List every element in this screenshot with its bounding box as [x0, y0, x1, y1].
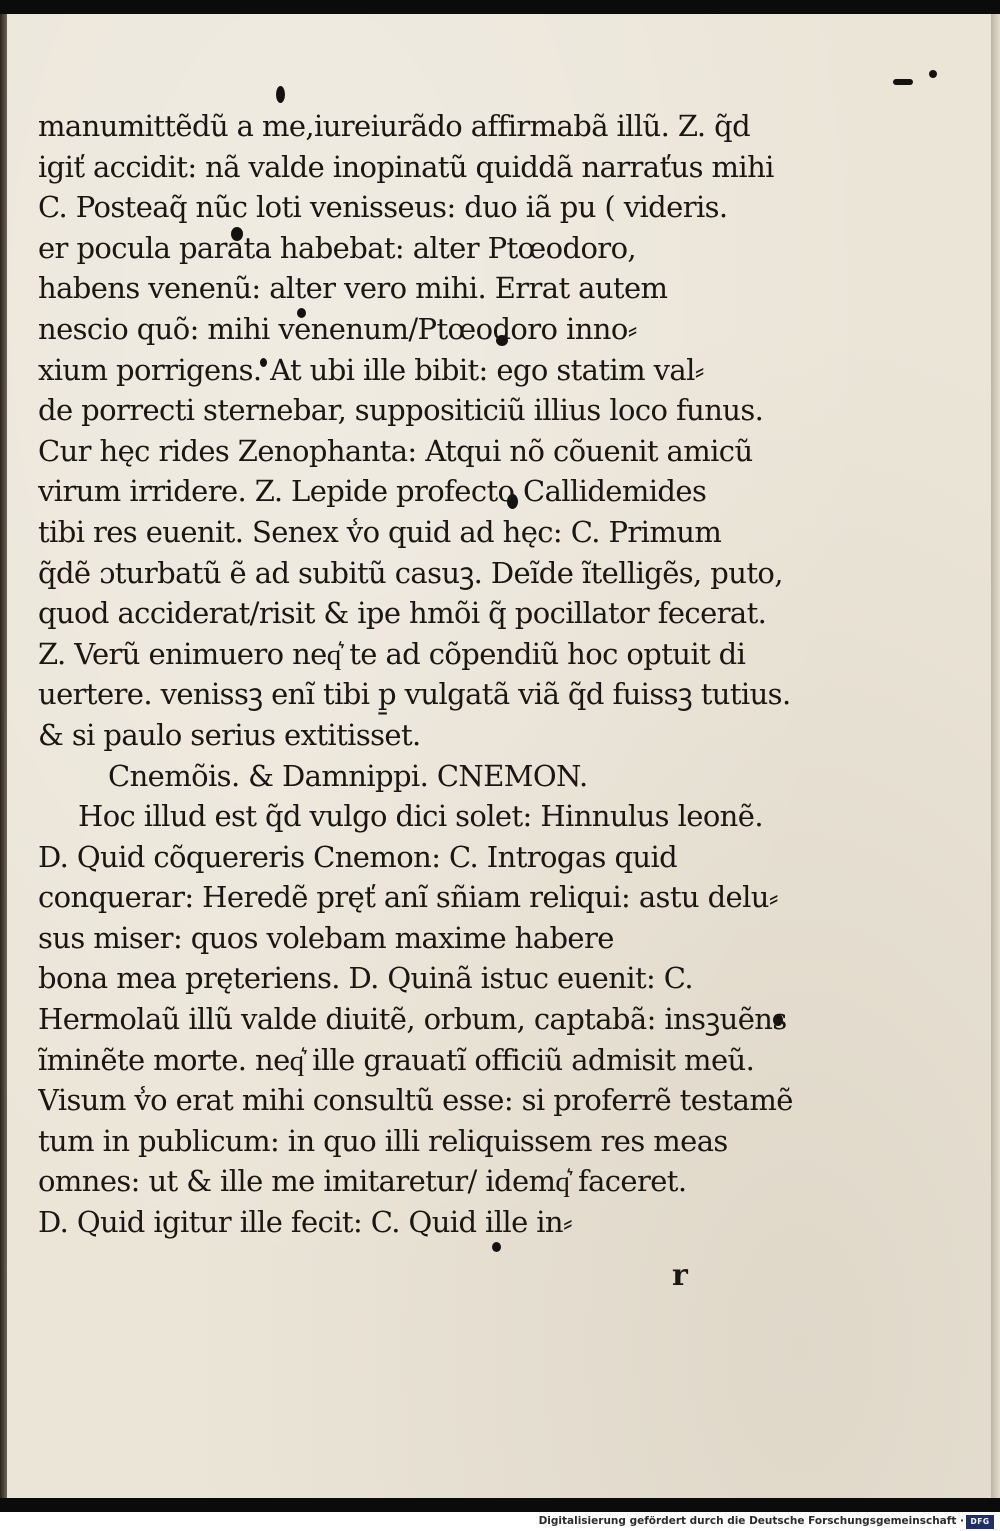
text-line: Z. Verũ enimuero neq͛ te ad cõpendiũ hoc optuit di: [38, 636, 746, 671]
ink-blot: [276, 86, 285, 103]
footer: [0, 1512, 1000, 1531]
text-line: habens venenũ: alter vero mihi. Errat autem: [38, 271, 668, 306]
page-text: [38, 106, 828, 1243]
text-line: ĩminẽte morte. neq͛ ille grauatĩ officiũ admisit meũ.: [38, 1042, 755, 1077]
text-line: D. Quid igitur ille fecit: C. Quid ille in⸗: [38, 1205, 573, 1240]
page-right-edge: [991, 14, 1000, 1498]
text-line: sus miser: quos volebam maxime habere: [38, 920, 614, 955]
text-line: bona mea pręteriens. D. Quinã istuc euenit: C.: [38, 961, 693, 996]
text-line: er pocula parata habebat: alter Ptœodoro,: [38, 230, 637, 265]
text-line: manumittẽdũ a me,iureiurãdo affirmabã illũ. Z. q̃d: [38, 109, 751, 143]
ink-blot: [492, 1242, 501, 1252]
text-line: quod acciderat/risit & ipe hmõi q̃ pocillator fecerat.: [38, 596, 767, 631]
funding-credit: Digitalisierung gefördert durch die Deutsche Forschungsgemeinschaft ·: [538, 1515, 964, 1527]
text-line: Hoc illud est q̃d vulgo dici solet: Hinnulus leonẽ.: [78, 799, 763, 834]
text-line: nescio quõ: mihi venenum/Ptœodoro inno⸗: [38, 311, 637, 346]
text-line: omnes: ut & ille me imitaretur/ idemq͛ faceret.: [38, 1164, 687, 1199]
ink-bleed-mark: [893, 79, 913, 85]
text-line: q̃dẽ ɔturbatũ ẽ ad subitũ casuꝫ. Deĩde ĩtelligẽs, puto,: [38, 555, 783, 590]
text-line: uertere. venissꝫ enĩ tibi p̱ vulgatã viã q̃d fuissꝫ tutius.: [38, 677, 791, 712]
text-line: C. Posteaq̃ nũc loti venisseus: duo iã pu ( videris.: [38, 190, 728, 225]
dialogue-heading: Cnemõis. & Damnippi. CNEMON.: [108, 758, 588, 793]
text-line: tum in publicum: in quo illi reliquissem res meas: [38, 1123, 728, 1158]
text-line: igiť accidit: nã valde inopinatũ quiddã narraťus mihi: [38, 149, 774, 184]
text-line: xium porrigens. At ubi ille bibit: ego statim val⸗: [38, 352, 704, 387]
scan-bottom-border: [0, 1498, 1000, 1512]
scan-top-border: [0, 0, 1000, 14]
signature-mark: r: [672, 1258, 688, 1293]
text-line: conquerar: Heredẽ pręť anĩ sñiam reliqui: astu delu⸗: [38, 880, 778, 915]
text-line: de porrecti sternebar, suppositiciũ illius loco funus.: [38, 393, 764, 428]
text-line: & si paulo serius extitisset.: [38, 717, 421, 752]
ink-bleed-dot: [929, 70, 937, 78]
text-line: tibi res euenit. Senex v̾o quid ad hęc: C. Primum: [38, 514, 722, 549]
dfg-logo-icon: DFG: [966, 1515, 994, 1529]
text-line: virum irridere. Z. Lepide profecto Callidemides: [38, 474, 707, 509]
page-binding-edge: [0, 14, 7, 1498]
text-line: D. Quid cõquereris Cnemon: C. Introgas quid: [38, 839, 678, 874]
text-line: Cur hęc rides Zenophanta: Atqui nõ cõuenit amicũ: [38, 433, 753, 468]
text-line: Visum v̾o erat mihi consultũ esse: si proferrẽ testamẽ: [38, 1083, 793, 1118]
text-line: Hermolaũ illũ valde diuitẽ, orbum, captabã: insꝫuẽns: [38, 1002, 787, 1037]
